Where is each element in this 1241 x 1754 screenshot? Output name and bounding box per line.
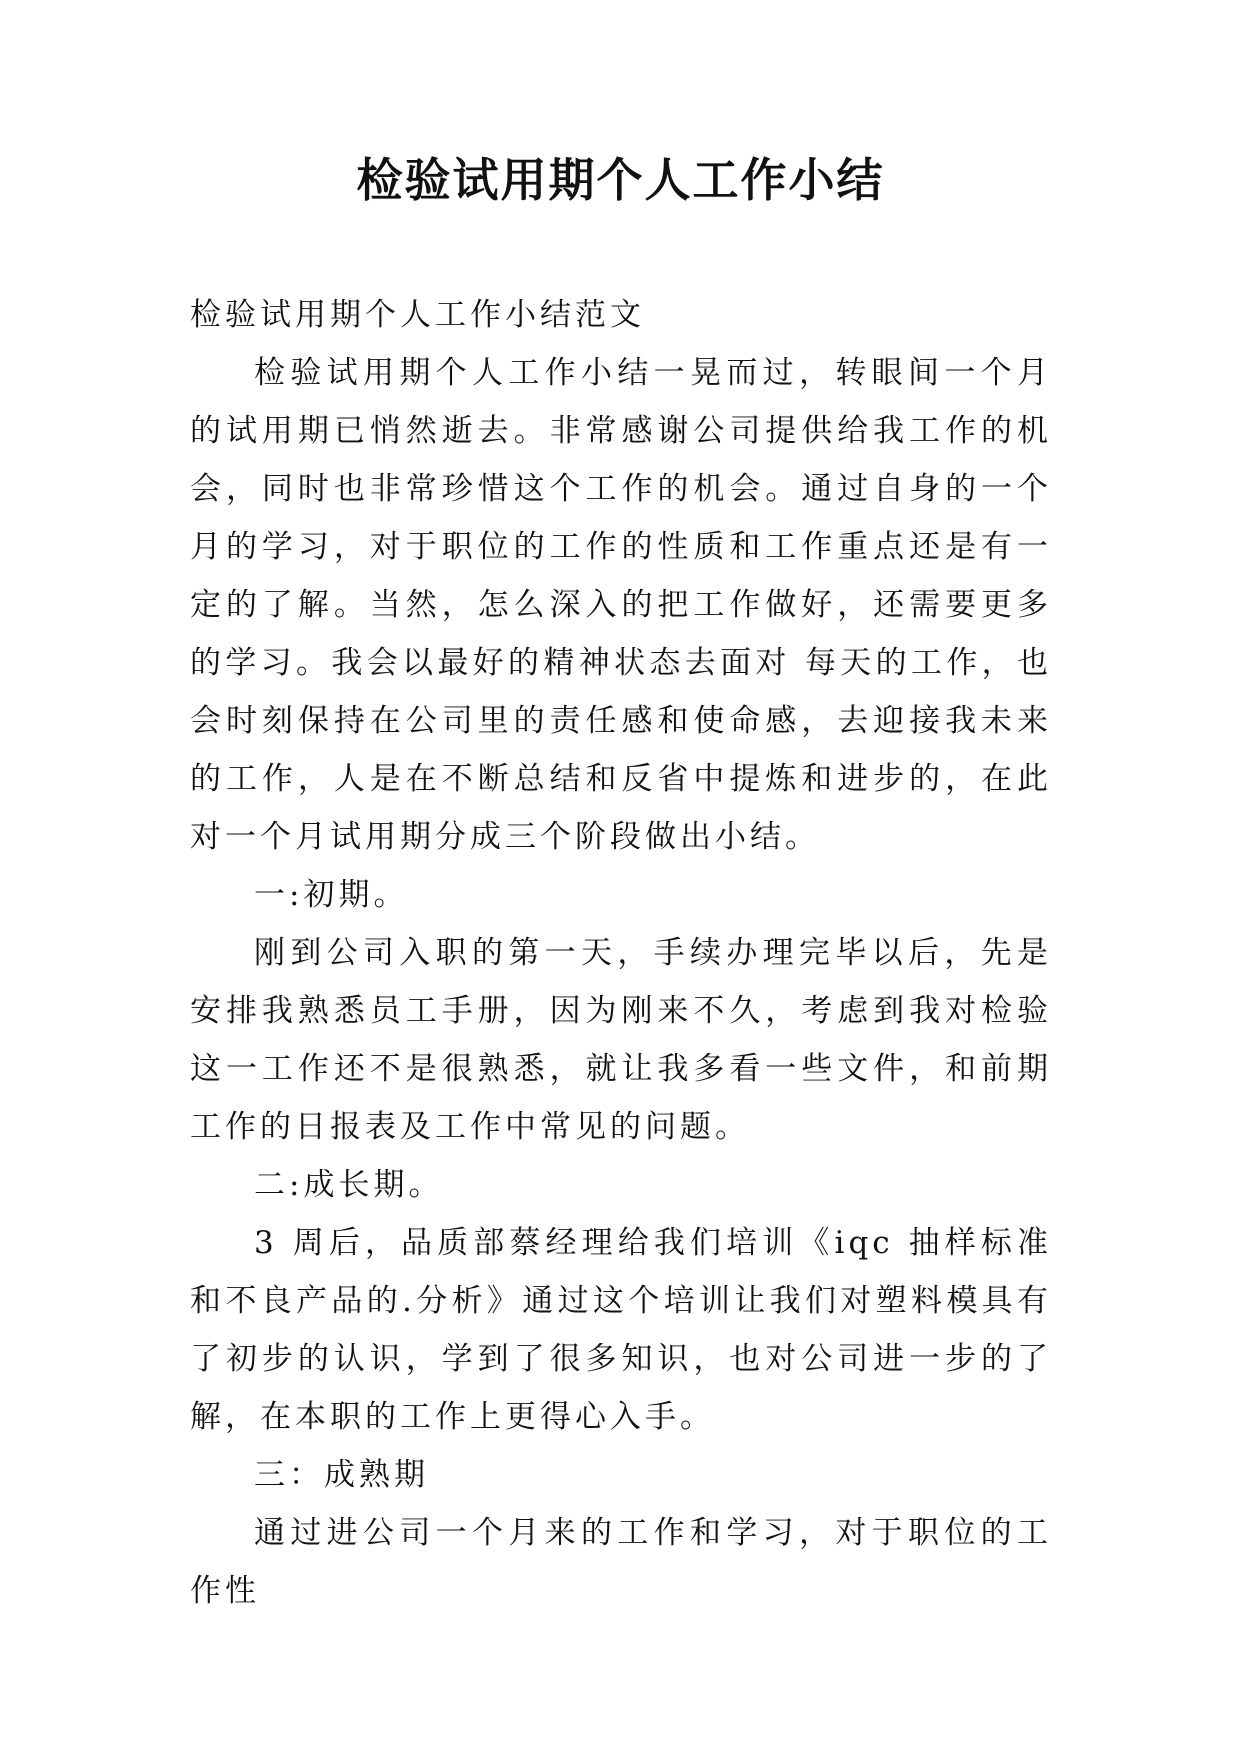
document-subtitle: 检验试用期个人工作小结范文 [190, 297, 645, 333]
document-title: 检验试用期个人工作小结 [356, 153, 885, 207]
paragraph-mature: 通过进公司一个月来的工作和学习，对于职位的工作性 [190, 1515, 1052, 1609]
paragraph-intro: 检验试用期个人工作小结一晃而过，转眼间一个月的试用期已悄然逝去。非常感谢公司提供给我工作的机会，同时也非常珍惜这个工作的机会。通过自身的一个月的学习，对于职位的工作的性质和工作重点还是有一定的了解。当然，怎么深入的把工作做好，还需要更多的学习。我会以最好的精神状态去面对 每天的工作，也会时刻保持在公司里的责任感和使命感，去迎接我未来的工作，人是在不断总结和反省中提炼和进步的，在此对一个月试用期分成三个阶段做出小结。 [190, 355, 1052, 855]
paragraph-growth: 3 周后，品质部蔡经理给我们培训《iqc 抽样标准和不良产品的.分析》通过这个培训让我们对塑料模具有了初步的认识，学到了很多知识，也对公司进一步的了解，在本职的工作上更得心入手。 [190, 1225, 1052, 1435]
section-heading-mature: 三：成熟期 [254, 1457, 429, 1493]
section-heading-growth: 二:成长期。 [254, 1167, 444, 1203]
paragraph-initial: 刚到公司入职的第一天，手续办理完毕以后，先是安排我熟悉员工手册，因为刚来不久，考虑到我对检验这一工作还不是很熟悉，就让我多看一些文件，和前期工作的日报表及工作中常见的问题。 [190, 935, 1052, 1145]
document-body [190, 286, 1052, 1620]
section-heading-initial: 一:初期。 [254, 877, 409, 913]
